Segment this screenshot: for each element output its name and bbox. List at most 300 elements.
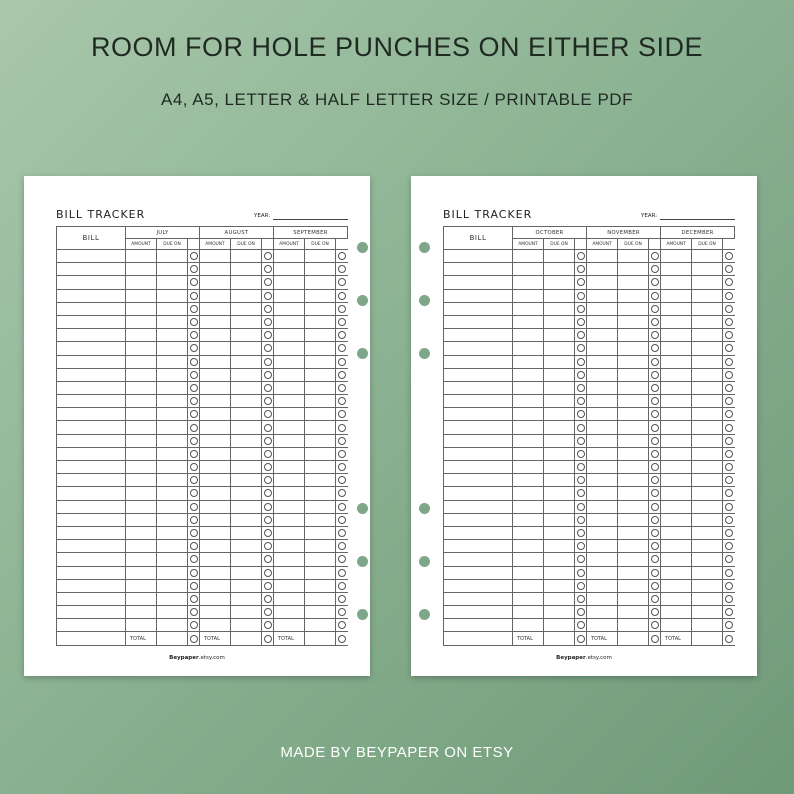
paid-checkbox-circle-icon[interactable] <box>577 450 585 458</box>
amount-cell[interactable] <box>587 566 618 579</box>
bill-name-cell[interactable] <box>57 487 126 500</box>
bill-name-cell[interactable] <box>57 276 126 289</box>
paid-checkbox-cell[interactable] <box>336 302 348 315</box>
amount-cell[interactable] <box>126 619 157 632</box>
paid-checkbox-circle-icon[interactable] <box>264 555 272 563</box>
paid-checkbox-cell[interactable] <box>336 263 348 276</box>
paid-checkbox-cell[interactable] <box>262 474 274 487</box>
paid-checkbox-circle-icon[interactable] <box>190 582 198 590</box>
bill-name-cell[interactable] <box>444 342 513 355</box>
paid-checkbox-cell[interactable] <box>723 315 735 328</box>
due-on-cell[interactable] <box>231 487 262 500</box>
paid-checkbox-circle-icon[interactable] <box>338 463 346 471</box>
amount-cell[interactable] <box>661 250 692 263</box>
paid-checkbox-circle-icon[interactable] <box>651 489 659 497</box>
amount-cell[interactable] <box>200 540 231 553</box>
paid-checkbox-cell[interactable] <box>723 474 735 487</box>
paid-checkbox-circle-icon[interactable] <box>651 463 659 471</box>
paid-checkbox-cell[interactable] <box>575 526 587 539</box>
paid-checkbox-cell[interactable] <box>723 606 735 619</box>
paid-checkbox-cell[interactable] <box>336 342 348 355</box>
paid-checkbox-cell[interactable] <box>188 355 200 368</box>
amount-cell[interactable] <box>200 434 231 447</box>
paid-checkbox-circle-icon[interactable] <box>725 384 733 392</box>
amount-cell[interactable] <box>661 315 692 328</box>
paid-checkbox-circle-icon[interactable] <box>577 410 585 418</box>
due-on-cell[interactable] <box>231 381 262 394</box>
paid-checkbox-circle-icon[interactable] <box>338 318 346 326</box>
bill-name-cell[interactable] <box>57 474 126 487</box>
paid-checkbox-cell[interactable] <box>336 289 348 302</box>
paid-checkbox-cell[interactable] <box>723 579 735 592</box>
due-on-cell[interactable] <box>231 395 262 408</box>
due-on-cell[interactable] <box>692 513 723 526</box>
paid-checkbox-cell[interactable] <box>575 302 587 315</box>
amount-cell[interactable] <box>513 540 544 553</box>
amount-cell[interactable] <box>200 553 231 566</box>
paid-checkbox-circle-icon[interactable] <box>725 424 733 432</box>
paid-checkbox-cell[interactable] <box>188 329 200 342</box>
due-on-cell[interactable] <box>231 421 262 434</box>
amount-cell[interactable] <box>274 302 305 315</box>
paid-checkbox-cell[interactable] <box>649 579 661 592</box>
due-on-cell[interactable] <box>618 526 649 539</box>
due-on-cell[interactable] <box>305 355 336 368</box>
paid-checkbox-cell[interactable] <box>649 526 661 539</box>
due-on-cell[interactable] <box>692 276 723 289</box>
due-on-cell[interactable] <box>157 579 188 592</box>
paid-checkbox-circle-icon[interactable] <box>190 555 198 563</box>
amount-cell[interactable] <box>587 447 618 460</box>
due-on-cell[interactable] <box>544 263 575 276</box>
due-on-cell[interactable] <box>544 540 575 553</box>
paid-checkbox-cell[interactable] <box>188 289 200 302</box>
paid-checkbox-circle-icon[interactable] <box>577 292 585 300</box>
amount-cell[interactable] <box>200 263 231 276</box>
paid-checkbox-circle-icon[interactable] <box>190 424 198 432</box>
paid-checkbox-cell[interactable] <box>649 566 661 579</box>
paid-checkbox-cell[interactable] <box>262 263 274 276</box>
paid-checkbox-circle-icon[interactable] <box>190 489 198 497</box>
amount-cell[interactable] <box>587 342 618 355</box>
amount-cell[interactable] <box>274 606 305 619</box>
paid-checkbox-circle-icon[interactable] <box>651 635 659 643</box>
amount-cell[interactable] <box>513 408 544 421</box>
due-on-cell[interactable] <box>618 329 649 342</box>
bill-name-cell[interactable] <box>444 566 513 579</box>
bill-name-cell[interactable] <box>444 315 513 328</box>
paid-checkbox-circle-icon[interactable] <box>651 410 659 418</box>
paid-checkbox-cell[interactable] <box>575 368 587 381</box>
paid-checkbox-cell[interactable] <box>188 342 200 355</box>
amount-cell[interactable] <box>661 381 692 394</box>
paid-checkbox-circle-icon[interactable] <box>190 371 198 379</box>
paid-checkbox-cell[interactable] <box>575 566 587 579</box>
paid-checkbox-circle-icon[interactable] <box>338 437 346 445</box>
amount-cell[interactable] <box>126 276 157 289</box>
paid-checkbox-circle-icon[interactable] <box>190 569 198 577</box>
paid-checkbox-circle-icon[interactable] <box>338 331 346 339</box>
paid-checkbox-cell[interactable] <box>262 526 274 539</box>
due-on-cell[interactable] <box>544 500 575 513</box>
due-on-cell[interactable] <box>231 263 262 276</box>
due-on-cell[interactable] <box>231 434 262 447</box>
paid-checkbox-circle-icon[interactable] <box>190 410 198 418</box>
amount-cell[interactable] <box>661 592 692 605</box>
bill-name-cell[interactable] <box>444 395 513 408</box>
paid-checkbox-circle-icon[interactable] <box>577 331 585 339</box>
amount-cell[interactable] <box>126 250 157 263</box>
paid-checkbox-circle-icon[interactable] <box>264 437 272 445</box>
amount-cell[interactable] <box>661 263 692 276</box>
paid-checkbox-cell[interactable] <box>649 315 661 328</box>
paid-checkbox-circle-icon[interactable] <box>725 529 733 537</box>
amount-cell[interactable] <box>126 381 157 394</box>
due-on-cell[interactable] <box>231 355 262 368</box>
amount-cell[interactable] <box>274 276 305 289</box>
paid-checkbox-circle-icon[interactable] <box>338 252 346 260</box>
paid-checkbox-cell[interactable] <box>262 487 274 500</box>
paid-checkbox-circle-icon[interactable] <box>651 278 659 286</box>
due-on-cell[interactable] <box>618 461 649 474</box>
due-on-cell[interactable] <box>231 342 262 355</box>
amount-cell[interactable] <box>661 553 692 566</box>
paid-checkbox-circle-icon[interactable] <box>338 595 346 603</box>
paid-checkbox-circle-icon[interactable] <box>577 424 585 432</box>
paid-checkbox-cell[interactable] <box>188 395 200 408</box>
amount-cell[interactable] <box>661 619 692 632</box>
due-on-cell[interactable] <box>692 566 723 579</box>
paid-checkbox-circle-icon[interactable] <box>651 542 659 550</box>
due-on-cell[interactable] <box>692 342 723 355</box>
due-on-cell[interactable] <box>305 553 336 566</box>
due-on-cell[interactable] <box>618 395 649 408</box>
amount-cell[interactable] <box>126 395 157 408</box>
amount-cell[interactable] <box>587 487 618 500</box>
amount-cell[interactable] <box>126 474 157 487</box>
bill-name-cell[interactable] <box>444 276 513 289</box>
paid-checkbox-cell[interactable] <box>575 342 587 355</box>
bill-name-cell[interactable] <box>57 579 126 592</box>
paid-checkbox-cell[interactable] <box>336 368 348 381</box>
amount-cell[interactable] <box>513 355 544 368</box>
paid-checkbox-cell[interactable] <box>575 276 587 289</box>
amount-cell[interactable] <box>587 619 618 632</box>
amount-cell[interactable] <box>126 315 157 328</box>
amount-cell[interactable] <box>587 276 618 289</box>
bill-name-cell[interactable] <box>444 250 513 263</box>
paid-checkbox-circle-icon[interactable] <box>264 358 272 366</box>
paid-checkbox-circle-icon[interactable] <box>264 595 272 603</box>
paid-checkbox-cell[interactable] <box>336 566 348 579</box>
due-on-cell[interactable] <box>157 447 188 460</box>
paid-checkbox-circle-icon[interactable] <box>264 331 272 339</box>
due-on-cell[interactable] <box>692 606 723 619</box>
due-on-cell[interactable] <box>157 342 188 355</box>
paid-checkbox-cell[interactable] <box>262 381 274 394</box>
paid-checkbox-circle-icon[interactable] <box>725 318 733 326</box>
amount-cell[interactable] <box>274 408 305 421</box>
paid-checkbox-cell[interactable] <box>649 500 661 513</box>
due-on-cell[interactable] <box>618 355 649 368</box>
due-on-cell[interactable] <box>157 474 188 487</box>
paid-checkbox-cell[interactable] <box>723 526 735 539</box>
due-on-cell[interactable] <box>305 566 336 579</box>
paid-checkbox-circle-icon[interactable] <box>577 463 585 471</box>
amount-cell[interactable] <box>274 289 305 302</box>
amount-cell[interactable] <box>587 606 618 619</box>
paid-checkbox-cell[interactable] <box>336 461 348 474</box>
paid-checkbox-cell[interactable] <box>649 592 661 605</box>
due-on-cell[interactable] <box>157 592 188 605</box>
paid-checkbox-cell[interactable] <box>188 619 200 632</box>
paid-checkbox-circle-icon[interactable] <box>577 358 585 366</box>
paid-checkbox-cell[interactable] <box>575 381 587 394</box>
paid-checkbox-circle-icon[interactable] <box>577 621 585 629</box>
bill-name-cell[interactable] <box>444 540 513 553</box>
due-on-cell[interactable] <box>618 276 649 289</box>
amount-cell[interactable] <box>274 395 305 408</box>
due-on-cell[interactable] <box>692 526 723 539</box>
due-on-cell[interactable] <box>544 474 575 487</box>
paid-checkbox-cell[interactable] <box>262 289 274 302</box>
amount-cell[interactable] <box>274 592 305 605</box>
due-on-cell[interactable] <box>544 553 575 566</box>
amount-cell[interactable] <box>200 461 231 474</box>
due-on-cell[interactable] <box>305 474 336 487</box>
due-on-cell[interactable] <box>692 289 723 302</box>
paid-checkbox-circle-icon[interactable] <box>725 582 733 590</box>
paid-checkbox-cell[interactable] <box>188 566 200 579</box>
paid-checkbox-circle-icon[interactable] <box>651 476 659 484</box>
due-on-cell[interactable] <box>692 592 723 605</box>
paid-checkbox-circle-icon[interactable] <box>338 582 346 590</box>
paid-checkbox-circle-icon[interactable] <box>577 265 585 273</box>
amount-cell[interactable] <box>200 315 231 328</box>
paid-checkbox-cell[interactable] <box>575 408 587 421</box>
due-on-cell[interactable] <box>231 302 262 315</box>
due-on-cell[interactable] <box>692 619 723 632</box>
amount-cell[interactable] <box>274 421 305 434</box>
paid-checkbox-cell[interactable] <box>723 408 735 421</box>
bill-name-cell[interactable] <box>57 395 126 408</box>
paid-checkbox-cell[interactable] <box>575 474 587 487</box>
paid-checkbox-circle-icon[interactable] <box>264 450 272 458</box>
paid-checkbox-circle-icon[interactable] <box>651 516 659 524</box>
amount-cell[interactable] <box>200 526 231 539</box>
paid-checkbox-circle-icon[interactable] <box>338 278 346 286</box>
paid-checkbox-cell[interactable] <box>188 487 200 500</box>
due-on-cell[interactable] <box>544 632 575 645</box>
paid-checkbox-cell[interactable] <box>262 513 274 526</box>
paid-checkbox-circle-icon[interactable] <box>577 608 585 616</box>
paid-checkbox-cell[interactable] <box>649 540 661 553</box>
bill-name-cell[interactable] <box>444 289 513 302</box>
paid-checkbox-circle-icon[interactable] <box>725 397 733 405</box>
due-on-cell[interactable] <box>544 579 575 592</box>
paid-checkbox-cell[interactable] <box>575 632 587 645</box>
paid-checkbox-circle-icon[interactable] <box>264 529 272 537</box>
paid-checkbox-circle-icon[interactable] <box>338 397 346 405</box>
paid-checkbox-circle-icon[interactable] <box>725 358 733 366</box>
paid-checkbox-circle-icon[interactable] <box>190 358 198 366</box>
amount-cell[interactable] <box>274 566 305 579</box>
paid-checkbox-circle-icon[interactable] <box>725 278 733 286</box>
paid-checkbox-circle-icon[interactable] <box>651 371 659 379</box>
paid-checkbox-cell[interactable] <box>336 474 348 487</box>
paid-checkbox-circle-icon[interactable] <box>190 463 198 471</box>
due-on-cell[interactable] <box>231 408 262 421</box>
amount-cell[interactable] <box>587 355 618 368</box>
bill-name-cell[interactable] <box>444 408 513 421</box>
paid-checkbox-cell[interactable] <box>575 421 587 434</box>
amount-cell[interactable] <box>274 250 305 263</box>
bill-name-cell[interactable] <box>57 513 126 526</box>
paid-checkbox-circle-icon[interactable] <box>725 437 733 445</box>
due-on-cell[interactable] <box>618 263 649 276</box>
bill-name-cell[interactable] <box>444 553 513 566</box>
paid-checkbox-circle-icon[interactable] <box>264 621 272 629</box>
paid-checkbox-circle-icon[interactable] <box>190 542 198 550</box>
paid-checkbox-circle-icon[interactable] <box>338 476 346 484</box>
bill-name-cell[interactable] <box>444 355 513 368</box>
amount-cell[interactable] <box>126 540 157 553</box>
paid-checkbox-cell[interactable] <box>188 250 200 263</box>
due-on-cell[interactable] <box>544 619 575 632</box>
due-on-cell[interactable] <box>544 381 575 394</box>
amount-cell[interactable] <box>661 500 692 513</box>
paid-checkbox-circle-icon[interactable] <box>338 569 346 577</box>
due-on-cell[interactable] <box>618 592 649 605</box>
paid-checkbox-cell[interactable] <box>723 592 735 605</box>
due-on-cell[interactable] <box>157 263 188 276</box>
amount-cell[interactable] <box>513 276 544 289</box>
paid-checkbox-circle-icon[interactable] <box>338 292 346 300</box>
paid-checkbox-cell[interactable] <box>188 368 200 381</box>
paid-checkbox-cell[interactable] <box>188 408 200 421</box>
paid-checkbox-circle-icon[interactable] <box>725 265 733 273</box>
paid-checkbox-cell[interactable] <box>723 461 735 474</box>
paid-checkbox-cell[interactable] <box>649 487 661 500</box>
amount-cell[interactable] <box>513 500 544 513</box>
paid-checkbox-cell[interactable] <box>575 487 587 500</box>
due-on-cell[interactable] <box>618 289 649 302</box>
due-on-cell[interactable] <box>692 500 723 513</box>
due-on-cell[interactable] <box>305 315 336 328</box>
due-on-cell[interactable] <box>692 447 723 460</box>
amount-cell[interactable] <box>126 606 157 619</box>
due-on-cell[interactable] <box>157 289 188 302</box>
paid-checkbox-cell[interactable] <box>649 619 661 632</box>
paid-checkbox-circle-icon[interactable] <box>651 384 659 392</box>
paid-checkbox-cell[interactable] <box>649 342 661 355</box>
paid-checkbox-cell[interactable] <box>262 461 274 474</box>
paid-checkbox-cell[interactable] <box>188 381 200 394</box>
paid-checkbox-cell[interactable] <box>262 500 274 513</box>
paid-checkbox-cell[interactable] <box>262 408 274 421</box>
amount-cell[interactable] <box>587 540 618 553</box>
paid-checkbox-circle-icon[interactable] <box>190 503 198 511</box>
due-on-cell[interactable] <box>544 315 575 328</box>
paid-checkbox-circle-icon[interactable] <box>338 516 346 524</box>
due-on-cell[interactable] <box>231 461 262 474</box>
paid-checkbox-circle-icon[interactable] <box>264 384 272 392</box>
paid-checkbox-circle-icon[interactable] <box>338 265 346 273</box>
paid-checkbox-cell[interactable] <box>188 500 200 513</box>
due-on-cell[interactable] <box>692 474 723 487</box>
paid-checkbox-cell[interactable] <box>188 592 200 605</box>
amount-cell[interactable] <box>661 540 692 553</box>
amount-cell[interactable] <box>587 579 618 592</box>
paid-checkbox-cell[interactable] <box>262 606 274 619</box>
amount-cell[interactable] <box>661 566 692 579</box>
paid-checkbox-circle-icon[interactable] <box>651 331 659 339</box>
paid-checkbox-cell[interactable] <box>649 474 661 487</box>
paid-checkbox-cell[interactable] <box>336 421 348 434</box>
due-on-cell[interactable] <box>305 487 336 500</box>
paid-checkbox-cell[interactable] <box>649 632 661 645</box>
amount-cell[interactable] <box>126 461 157 474</box>
amount-cell[interactable] <box>513 381 544 394</box>
amount-cell[interactable] <box>126 421 157 434</box>
bill-name-cell[interactable] <box>444 526 513 539</box>
due-on-cell[interactable] <box>305 526 336 539</box>
amount-cell[interactable] <box>126 592 157 605</box>
amount-cell[interactable] <box>200 342 231 355</box>
bill-name-cell[interactable] <box>57 408 126 421</box>
paid-checkbox-cell[interactable] <box>575 395 587 408</box>
paid-checkbox-cell[interactable] <box>723 263 735 276</box>
paid-checkbox-circle-icon[interactable] <box>190 384 198 392</box>
paid-checkbox-circle-icon[interactable] <box>190 529 198 537</box>
bill-name-cell[interactable] <box>57 421 126 434</box>
due-on-cell[interactable] <box>544 342 575 355</box>
paid-checkbox-cell[interactable] <box>262 250 274 263</box>
paid-checkbox-circle-icon[interactable] <box>338 384 346 392</box>
paid-checkbox-cell[interactable] <box>575 355 587 368</box>
due-on-cell[interactable] <box>544 461 575 474</box>
amount-cell[interactable] <box>587 329 618 342</box>
bill-name-cell[interactable] <box>57 263 126 276</box>
paid-checkbox-circle-icon[interactable] <box>264 463 272 471</box>
amount-cell[interactable] <box>587 381 618 394</box>
due-on-cell[interactable] <box>618 487 649 500</box>
amount-cell[interactable] <box>587 434 618 447</box>
amount-cell[interactable] <box>274 500 305 513</box>
bill-name-cell[interactable] <box>57 461 126 474</box>
amount-cell[interactable] <box>274 381 305 394</box>
due-on-cell[interactable] <box>692 434 723 447</box>
paid-checkbox-circle-icon[interactable] <box>338 555 346 563</box>
bill-name-cell[interactable] <box>444 500 513 513</box>
paid-checkbox-cell[interactable] <box>575 434 587 447</box>
bill-name-cell[interactable] <box>57 566 126 579</box>
paid-checkbox-circle-icon[interactable] <box>338 542 346 550</box>
due-on-cell[interactable] <box>692 632 723 645</box>
amount-cell[interactable] <box>513 263 544 276</box>
paid-checkbox-circle-icon[interactable] <box>725 410 733 418</box>
paid-checkbox-circle-icon[interactable] <box>651 397 659 405</box>
paid-checkbox-cell[interactable] <box>723 329 735 342</box>
due-on-cell[interactable] <box>618 540 649 553</box>
due-on-cell[interactable] <box>231 447 262 460</box>
due-on-cell[interactable] <box>231 289 262 302</box>
paid-checkbox-circle-icon[interactable] <box>338 410 346 418</box>
paid-checkbox-circle-icon[interactable] <box>264 265 272 273</box>
amount-cell[interactable] <box>126 368 157 381</box>
paid-checkbox-circle-icon[interactable] <box>338 424 346 432</box>
paid-checkbox-cell[interactable] <box>649 329 661 342</box>
